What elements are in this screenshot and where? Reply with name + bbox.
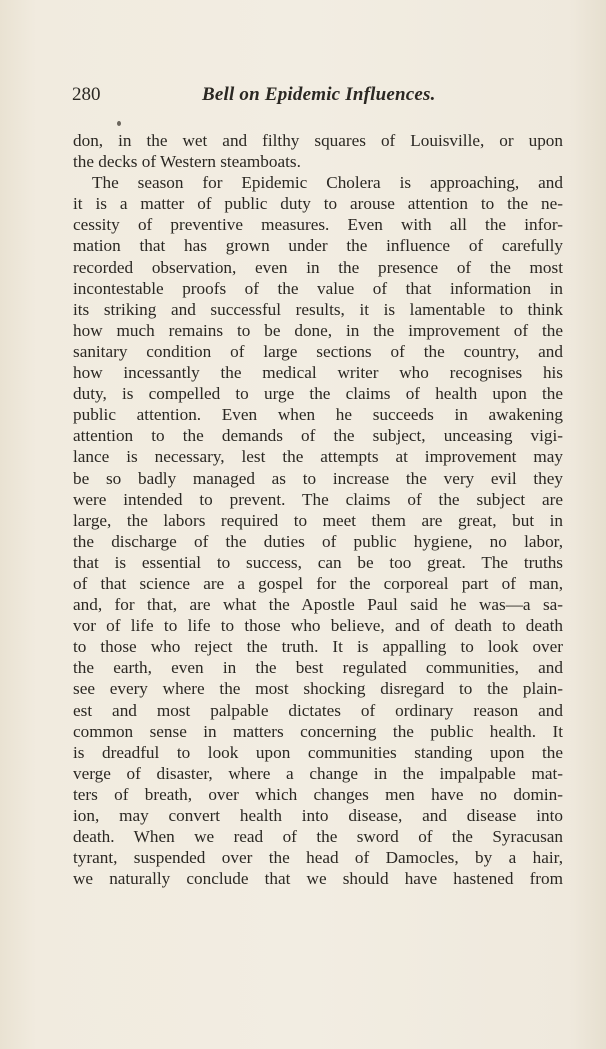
text-line: ters of breath, over which changes men have no domin- [73,784,563,804]
text-line: vor of life to life to those who believe, and of death to death [73,616,563,636]
text-line: ion, may convert health into disease, and disease into [73,806,563,825]
running-title: Bell on Epidemic Influences. [202,84,436,105]
text-line: were intended to prevent. The claims of the subject are [73,489,563,509]
text-line: that is essential to success, can be too great. The truths [73,552,563,572]
text-line: how much remains to be done, in the improvement of the [73,320,563,340]
text-line: we naturally conclude that we should have hastened from [73,869,563,889]
text-line: tyrant, suspended over the head of Damocles, by a hair, [73,848,563,868]
text-line: the discharge of the duties of public hygiene, no labor, [73,531,563,551]
text-line: lance is necessary, lest the attempts at improvement may [73,447,563,467]
ink-speck [117,121,121,126]
text-line: The season for Epidemic Cholera is approaching, and [92,173,563,193]
text-line: verge of disaster, where a change in the impalpable mat- [73,763,563,783]
text-line: the decks of Western steamboats. [73,152,301,172]
body-text [73,130,563,889]
text-line: the earth, even in the best regulated communities, and [73,658,563,678]
text-line: of that science are a gospel for the corporeal part of man, [73,573,563,593]
text-line: see every where the most shocking disregard to the plain- [73,679,563,699]
text-line: common sense in matters concerning the public health. It [73,721,563,741]
page-number: 280 [72,84,101,105]
text-line: its striking and successful results, it is lamentable to think [73,299,563,319]
text-line: mation that has grown under the influence of carefully [73,236,563,256]
text-line: it is a matter of public duty to arouse attention to the ne- [73,194,563,214]
text-line: to those who reject the truth. It is appalling to look over [73,637,563,657]
text-line: is dreadful to look upon communities standing upon the [73,742,563,762]
text-line: public attention. Even when he succeeds in awakening [73,405,563,425]
text-line: incontestable proofs of the value of that information in [73,278,563,298]
text-line: duty, is compelled to urge the claims of health upon the [73,384,563,404]
text-line: don, in the wet and filthy squares of Louisville, or upon [73,131,563,150]
text-line: death. When we read of the sword of the Syracusan [73,827,563,847]
text-line: sanitary condition of large sections of the country, and [73,341,563,361]
text-line: large, the labors required to meet them are great, but in [73,510,563,530]
text-line: how incessantly the medical writer who recognises his [73,363,563,383]
text-line: cessity of preventive measures. Even with all the infor- [73,215,563,235]
page-header [72,84,562,110]
text-line: recorded observation, even in the presence of the most [73,257,563,277]
text-line: and, for that, are what the Apostle Paul said he was—a sa- [73,595,563,615]
text-line: attention to the demands of the subject, unceasing vigi- [73,426,563,446]
text-line: est and most palpable dictates of ordinary reason and [73,700,563,720]
text-line: be so badly managed as to increase the very evil they [73,468,563,488]
